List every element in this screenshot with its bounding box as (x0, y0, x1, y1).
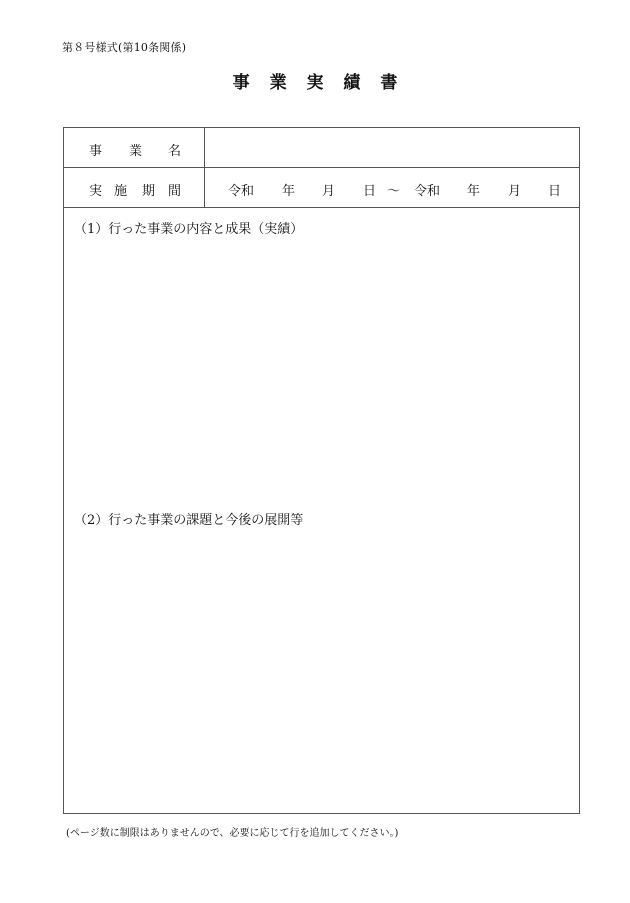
results-heading: （1）行った事業の内容と成果（実績） (74, 222, 304, 237)
label-char: 間 (168, 184, 182, 199)
start-year-unit: 年 (282, 184, 296, 199)
label-char: 実 (89, 184, 103, 199)
period-row (64, 168, 579, 208)
project-name-label (64, 128, 205, 167)
title-char: 書 (380, 73, 398, 93)
end-era: 令和 (414, 184, 441, 199)
project-name-row (64, 128, 579, 168)
document-title (0, 68, 630, 93)
period-separator: 〜 (387, 184, 401, 199)
start-day-unit: 日 (363, 184, 377, 199)
label-char: 事 (89, 144, 103, 159)
period-label (64, 168, 205, 207)
label-char: 業 (129, 144, 143, 159)
end-year-unit: 年 (467, 184, 481, 199)
issues-section[interactable] (64, 498, 579, 813)
title-char: 業 (269, 73, 287, 93)
start-era: 令和 (228, 184, 255, 199)
report-form-table (63, 127, 580, 814)
title-char: 実 (306, 73, 324, 93)
start-month-unit: 月 (322, 184, 336, 199)
results-section[interactable] (64, 208, 579, 498)
label-char: 施 (114, 184, 128, 199)
end-month-unit: 月 (508, 184, 522, 199)
form-number: 第８号様式(第10条関係) (62, 41, 187, 54)
title-char: 事 (232, 73, 250, 93)
title-char: 績 (343, 73, 361, 93)
label-char: 期 (142, 184, 156, 199)
project-name-field[interactable] (205, 128, 579, 167)
period-field[interactable] (205, 168, 579, 207)
issues-heading: （2）行った事業の課題と今後の展開等 (74, 513, 304, 528)
end-day-unit: 日 (548, 184, 562, 199)
label-char: 名 (168, 144, 182, 159)
footnote: (ページ数に制限はありませんので、必要に応じて行を追加してください。) (66, 828, 399, 839)
